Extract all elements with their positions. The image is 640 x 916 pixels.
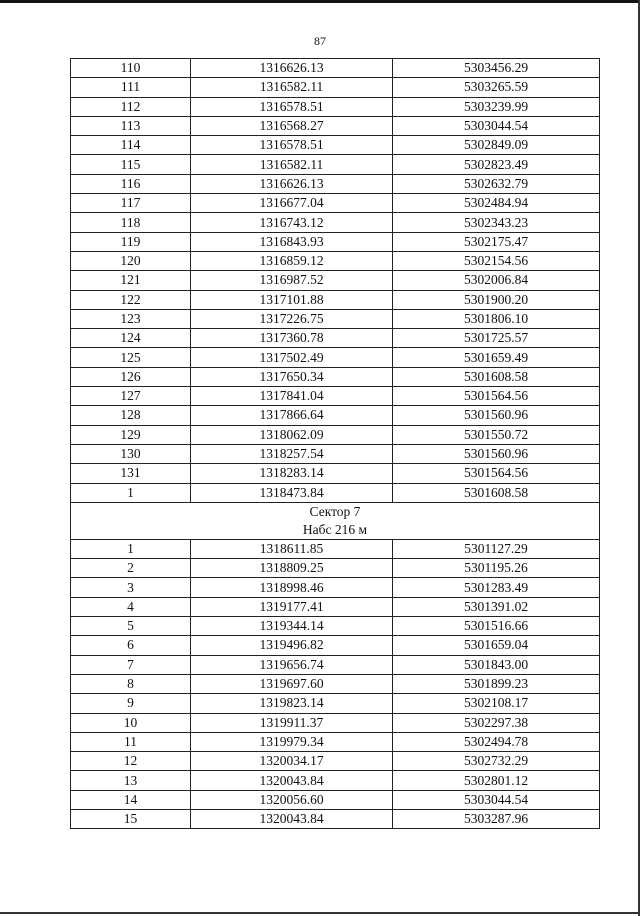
point-number-cell: 120	[71, 251, 191, 270]
y-coordinate-cell: 5302632.79	[393, 174, 600, 193]
y-coordinate-cell: 5301564.56	[393, 464, 600, 483]
table-row	[71, 655, 600, 674]
y-coordinate-cell: 5302732.29	[393, 752, 600, 771]
x-coordinate-cell: 1316626.13	[191, 174, 393, 193]
point-number-cell: 124	[71, 329, 191, 348]
table-row	[71, 444, 600, 463]
point-number-cell: 3	[71, 578, 191, 597]
y-coordinate-cell: 5301806.10	[393, 309, 600, 328]
point-number-cell: 128	[71, 406, 191, 425]
table-row	[71, 732, 600, 751]
table-row	[71, 194, 600, 213]
table-row	[71, 559, 600, 578]
x-coordinate-cell: 1316987.52	[191, 271, 393, 290]
y-coordinate-cell: 5301560.96	[393, 406, 600, 425]
table-row	[71, 271, 600, 290]
x-coordinate-cell: 1316843.93	[191, 232, 393, 251]
point-number-cell: 8	[71, 674, 191, 693]
y-coordinate-cell: 5301564.56	[393, 387, 600, 406]
y-coordinate-cell: 5301725.57	[393, 329, 600, 348]
point-number-cell: 111	[71, 78, 191, 97]
table-row	[71, 713, 600, 732]
x-coordinate-cell: 1318611.85	[191, 539, 393, 558]
x-coordinate-cell: 1319177.41	[191, 597, 393, 616]
table-row	[71, 367, 600, 386]
sector-heading-cell	[71, 502, 600, 539]
point-number-cell: 110	[71, 59, 191, 78]
y-coordinate-cell: 5303265.59	[393, 78, 600, 97]
table-row	[71, 116, 600, 135]
x-coordinate-cell: 1318062.09	[191, 425, 393, 444]
point-number-cell: 113	[71, 116, 191, 135]
table-row	[71, 59, 600, 78]
point-number-cell: 119	[71, 232, 191, 251]
point-number-cell: 123	[71, 309, 191, 328]
x-coordinate-cell: 1319823.14	[191, 694, 393, 713]
table-row	[71, 694, 600, 713]
x-coordinate-cell: 1319979.34	[191, 732, 393, 751]
point-number-cell: 112	[71, 97, 191, 116]
point-number-cell: 1	[71, 539, 191, 558]
table-row	[71, 771, 600, 790]
sector-heading-row	[71, 502, 600, 539]
table-row	[71, 483, 600, 502]
x-coordinate-cell: 1316859.12	[191, 251, 393, 270]
point-number-cell: 7	[71, 655, 191, 674]
x-coordinate-cell: 1320056.60	[191, 790, 393, 809]
point-number-cell: 14	[71, 790, 191, 809]
y-coordinate-cell: 5302801.12	[393, 771, 600, 790]
table-row	[71, 97, 600, 116]
x-coordinate-cell: 1320043.84	[191, 771, 393, 790]
point-number-cell: 125	[71, 348, 191, 367]
x-coordinate-cell: 1319697.60	[191, 674, 393, 693]
table-row	[71, 578, 600, 597]
y-coordinate-cell: 5301391.02	[393, 597, 600, 616]
x-coordinate-cell: 1320034.17	[191, 752, 393, 771]
table-row	[71, 425, 600, 444]
x-coordinate-cell: 1317502.49	[191, 348, 393, 367]
y-coordinate-cell: 5303287.96	[393, 809, 600, 828]
y-coordinate-cell: 5301283.49	[393, 578, 600, 597]
x-coordinate-cell: 1317101.88	[191, 290, 393, 309]
sector-heading-group	[71, 502, 600, 539]
table-row	[71, 406, 600, 425]
sector-height: Набс 216 м	[302, 521, 368, 537]
point-number-cell: 118	[71, 213, 191, 232]
point-number-cell: 11	[71, 732, 191, 751]
y-coordinate-cell: 5301195.26	[393, 559, 600, 578]
x-coordinate-cell: 1319344.14	[191, 617, 393, 636]
table-row	[71, 348, 600, 367]
point-number-cell: 2	[71, 559, 191, 578]
x-coordinate-cell: 1318473.84	[191, 483, 393, 502]
table-row	[71, 213, 600, 232]
point-number-cell: 9	[71, 694, 191, 713]
table-row	[71, 617, 600, 636]
y-coordinate-cell: 5302849.09	[393, 136, 600, 155]
point-number-cell: 117	[71, 194, 191, 213]
x-coordinate-cell: 1316578.51	[191, 136, 393, 155]
y-coordinate-cell: 5301900.20	[393, 290, 600, 309]
y-coordinate-cell: 5302297.38	[393, 713, 600, 732]
table-row	[71, 78, 600, 97]
x-coordinate-cell: 1318809.25	[191, 559, 393, 578]
x-coordinate-cell: 1316568.27	[191, 116, 393, 135]
x-coordinate-cell: 1316743.12	[191, 213, 393, 232]
page-number: 87	[314, 34, 326, 48]
point-number-cell: 131	[71, 464, 191, 483]
y-coordinate-cell: 5303044.54	[393, 790, 600, 809]
y-coordinate-cell: 5303239.99	[393, 97, 600, 116]
y-coordinate-cell: 5301560.96	[393, 444, 600, 463]
point-number-cell: 6	[71, 636, 191, 655]
scan-edge-top	[0, 0, 640, 3]
x-coordinate-cell: 1317360.78	[191, 329, 393, 348]
y-coordinate-cell: 5301608.58	[393, 367, 600, 386]
x-coordinate-cell: 1318257.54	[191, 444, 393, 463]
point-number-cell: 126	[71, 367, 191, 386]
y-coordinate-cell: 5301516.66	[393, 617, 600, 636]
table-row	[71, 329, 600, 348]
point-number-cell: 10	[71, 713, 191, 732]
scan-edge-bottom	[0, 912, 640, 914]
y-coordinate-cell: 5302108.17	[393, 694, 600, 713]
point-number-cell: 12	[71, 752, 191, 771]
x-coordinate-cell: 1316626.13	[191, 59, 393, 78]
y-coordinate-cell: 5301843.00	[393, 655, 600, 674]
point-number-cell: 114	[71, 136, 191, 155]
table-body-before	[71, 59, 600, 503]
x-coordinate-cell: 1317226.75	[191, 309, 393, 328]
y-coordinate-cell: 5301608.58	[393, 483, 600, 502]
point-number-cell: 115	[71, 155, 191, 174]
x-coordinate-cell: 1320043.84	[191, 809, 393, 828]
table-row	[71, 597, 600, 616]
table-row	[71, 290, 600, 309]
point-number-cell: 13	[71, 771, 191, 790]
y-coordinate-cell: 5302343.23	[393, 213, 600, 232]
table-row	[71, 232, 600, 251]
x-coordinate-cell: 1319496.82	[191, 636, 393, 655]
coordinates-table	[70, 58, 600, 829]
table-row	[71, 251, 600, 270]
y-coordinate-cell: 5301659.49	[393, 348, 600, 367]
table-row	[71, 136, 600, 155]
y-coordinate-cell: 5301127.29	[393, 539, 600, 558]
y-coordinate-cell: 5301899.23	[393, 674, 600, 693]
x-coordinate-cell: 1317866.64	[191, 406, 393, 425]
table-row	[71, 464, 600, 483]
x-coordinate-cell: 1318283.14	[191, 464, 393, 483]
y-coordinate-cell: 5301550.72	[393, 425, 600, 444]
table-row	[71, 309, 600, 328]
y-coordinate-cell: 5302154.56	[393, 251, 600, 270]
x-coordinate-cell: 1316582.11	[191, 155, 393, 174]
y-coordinate-cell: 5302494.78	[393, 732, 600, 751]
y-coordinate-cell: 5301659.04	[393, 636, 600, 655]
point-number-cell: 129	[71, 425, 191, 444]
y-coordinate-cell: 5302175.47	[393, 232, 600, 251]
point-number-cell: 130	[71, 444, 191, 463]
point-number-cell: 4	[71, 597, 191, 616]
table-row	[71, 174, 600, 193]
y-coordinate-cell: 5303456.29	[393, 59, 600, 78]
y-coordinate-cell: 5303044.54	[393, 116, 600, 135]
sector-title: Сектор 7	[309, 503, 361, 519]
table-row	[71, 674, 600, 693]
point-number-cell: 15	[71, 809, 191, 828]
x-coordinate-cell: 1319911.37	[191, 713, 393, 732]
x-coordinate-cell: 1319656.74	[191, 655, 393, 674]
point-number-cell: 122	[71, 290, 191, 309]
point-number-cell: 5	[71, 617, 191, 636]
point-number-cell: 127	[71, 387, 191, 406]
table-row	[71, 539, 600, 558]
y-coordinate-cell: 5302484.94	[393, 194, 600, 213]
table-row	[71, 155, 600, 174]
point-number-cell: 1	[71, 483, 191, 502]
x-coordinate-cell: 1317841.04	[191, 387, 393, 406]
y-coordinate-cell: 5302823.49	[393, 155, 600, 174]
table-row	[71, 809, 600, 828]
point-number-cell: 121	[71, 271, 191, 290]
x-coordinate-cell: 1316582.11	[191, 78, 393, 97]
point-number-cell: 116	[71, 174, 191, 193]
table-row	[71, 752, 600, 771]
x-coordinate-cell: 1316578.51	[191, 97, 393, 116]
x-coordinate-cell: 1318998.46	[191, 578, 393, 597]
x-coordinate-cell: 1316677.04	[191, 194, 393, 213]
table-row	[71, 387, 600, 406]
table-row	[71, 790, 600, 809]
table-body-after	[71, 539, 600, 828]
table-row	[71, 636, 600, 655]
x-coordinate-cell: 1317650.34	[191, 367, 393, 386]
y-coordinate-cell: 5302006.84	[393, 271, 600, 290]
